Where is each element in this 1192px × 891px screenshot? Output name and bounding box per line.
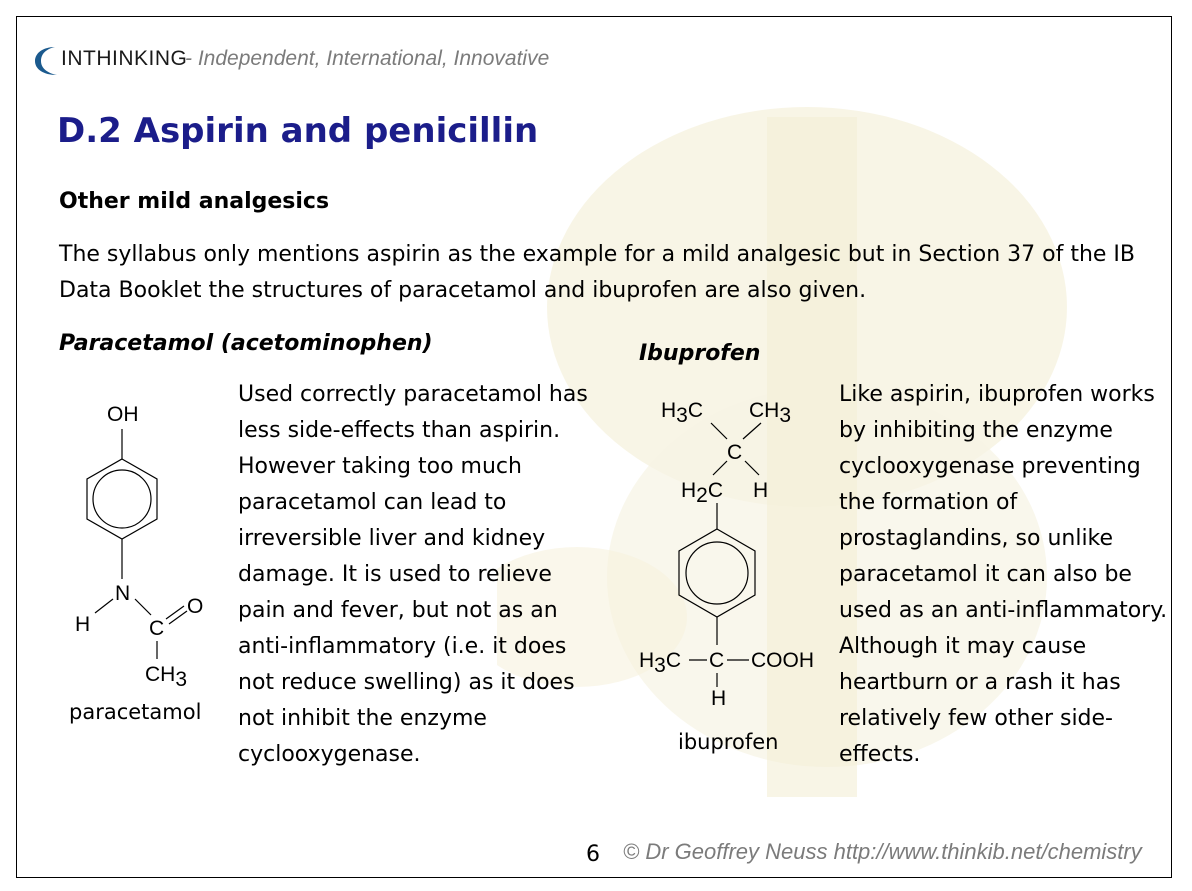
ch3-label: CH3	[145, 663, 188, 687]
ch3-right-label: CH3	[749, 399, 792, 427]
page-title: D.2 Aspirin and penicillin	[57, 111, 539, 151]
ibuprofen-description: Like aspirin, ibuprofen works by inhibiting the enzyme cyclooxygenase preventing the formation of prostaglandins, so unlike paracetamol it can also be used as an anti-inflammatory. Although it may cause heartburn or a rash it has relatively few other side-effects.	[839, 382, 1168, 767]
h2c-label: H2C	[681, 479, 724, 507]
h-label: H	[75, 613, 91, 636]
h3c-bottom-label: H3C	[639, 649, 682, 677]
paracetamol-structure-diagram	[47, 387, 227, 687]
methine-c-label: C	[727, 441, 743, 464]
paracetamol-description: Used correctly paracetamol has less side-effects than aspirin. However taking too much paracetamol can lead to irreversible liver and kidney damage. It is used to relieve pain and fever, but not as an anti-inflammatory (i.e. it does not reduce swelling) as it does not inhibit the enzyme cyclooxygenase.	[238, 382, 588, 767]
ibuprofen-caption: ibuprofen	[678, 730, 779, 754]
intro-paragraph: The syllabus only mentions aspirin as the example for a mild analgesic but in Section 37 of the IB Data Booklet the structures of paracetamol and ibuprofen are also given.	[59, 242, 1136, 303]
oh-label: OH	[107, 403, 139, 426]
alpha-h-label: H	[711, 687, 727, 707]
o-label: O	[187, 595, 204, 618]
paracetamol-caption: paracetamol	[69, 700, 202, 724]
ibuprofen-structure-diagram	[609, 387, 839, 707]
paracetamol-heading: Paracetamol (acetominophen)	[59, 331, 433, 356]
n-label: N	[115, 582, 131, 605]
carbonyl-c-label: C	[149, 617, 165, 640]
logo-text: INTHINKING	[61, 47, 188, 70]
h3c-left-label: H3C	[661, 399, 704, 427]
slide	[16, 16, 1172, 878]
methine-h-label: H	[753, 479, 769, 502]
section-subheading: Other mild analgesics	[59, 189, 330, 214]
copyright-link[interactable]: © Dr Geoffrey Neuss http://www.thinkib.net/chemistry	[623, 839, 1142, 864]
page-number: 6	[586, 842, 600, 867]
cooh-label: COOH	[751, 649, 814, 672]
header-tagline: - Independent, International, Innovative	[185, 47, 550, 70]
ibuprofen-heading: Ibuprofen	[639, 341, 761, 366]
alpha-c-label: C	[709, 649, 725, 672]
